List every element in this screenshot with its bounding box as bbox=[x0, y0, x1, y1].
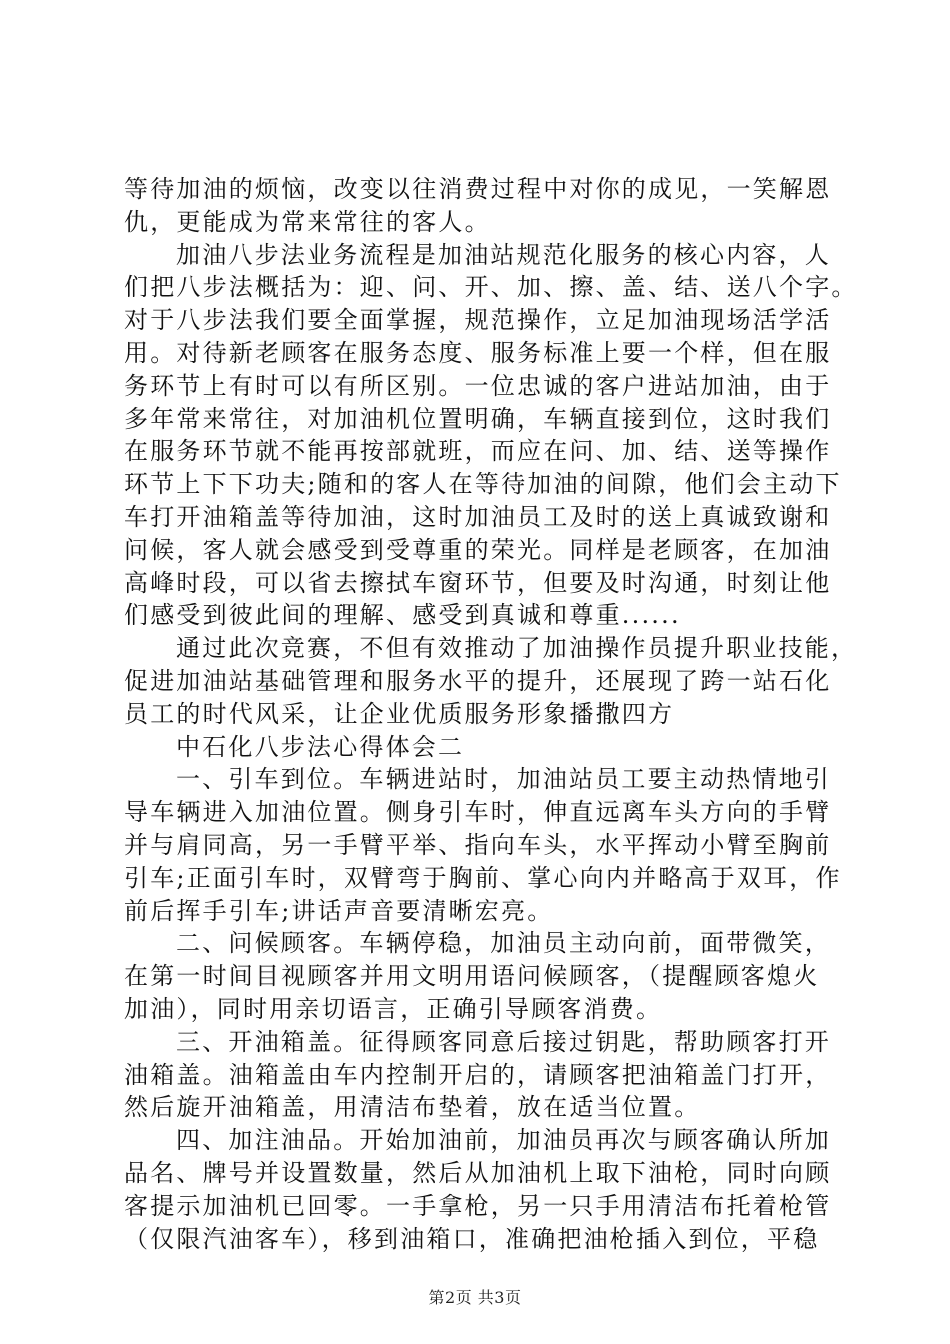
text-line: 用。对待新老顾客在服务态度、服务标准上要一个样，但在服 bbox=[124, 338, 832, 367]
text-line: 问候，客人就会感受到受尊重的荣光。同样是老顾客，在加油 bbox=[124, 535, 832, 564]
text-line: 加油八步法业务流程是加油站规范化服务的核心内容，人 bbox=[176, 240, 831, 269]
text-line: 对于八步法我们要全面掌握，规范操作，立足加油现场活学活 bbox=[124, 306, 832, 335]
text-line: 们把八步法概括为：迎、问、开、加、擦、盖、结、送八个字。 bbox=[124, 273, 858, 302]
text-line: 高峰时段，可以省去擦拭车窗环节，但要及时沟通，时刻让他 bbox=[124, 568, 832, 597]
text-line: 们感受到彼此间的理解、感受到真诚和尊重...... bbox=[124, 601, 681, 630]
text-line: 一、引车到位。车辆进站时，加油站员工要主动热情地引 bbox=[176, 765, 831, 794]
text-line: 三、开油箱盖。征得顾客同意后接过钥匙，帮助顾客打开 bbox=[176, 1027, 831, 1056]
text-line: 等待加油的烦恼，改变以往消费过程中对你的成见，一笑解恩 bbox=[124, 175, 832, 203]
text-line: 并与肩同高，另一手臂平举、指向车头，水平挥动小臂至胸前 bbox=[124, 830, 832, 859]
text-line: 导车辆进入加油位置。侧身引车时，伸直远离车头方向的手臂 bbox=[124, 798, 832, 827]
page-footer: 第2页 共3页 bbox=[428, 1288, 522, 1307]
text-line: 务环节上有时可以有所区别。一位忠诚的客户进站加油，由于 bbox=[124, 371, 832, 400]
text-line: 通过此次竞赛，不但有效推动了加油操作员提升职业技能， bbox=[176, 634, 858, 663]
text-line: 客提示加油机已回零。一手拿枪，另一只手用清洁布托着枪管 bbox=[124, 1191, 832, 1220]
text-line: （仅限汽油客车），移到油箱口，准确把油枪插入到位，平稳 bbox=[124, 1224, 820, 1253]
text-line: 品名、牌号并设置数量，然后从加油机上取下油枪，同时向顾 bbox=[124, 1158, 832, 1187]
text-line: 加油），同时用亲切语言，正确引导顾客消费。 bbox=[124, 994, 663, 1023]
text-line: 在第一时间目视顾客并用文明用语问候顾客，（提醒顾客熄火 bbox=[124, 962, 820, 991]
text-line: 二、问候顾客。车辆停稳，加油员主动向前，面带微笑， bbox=[176, 929, 831, 958]
text-line: 环节上下下功夫;随和的客人在等待加油的间隙，他们会主动下 bbox=[124, 470, 842, 499]
text-line: 中石化八步法心得体会二 bbox=[176, 732, 465, 761]
text-line: 仇，更能成为常来常往的客人。 bbox=[124, 207, 491, 236]
text-line: 引车;正面引车时，双臂弯于胸前、掌心向内并略高于双耳，作 bbox=[124, 863, 842, 892]
text-line: 多年常来常往，对加油机位置明确，车辆直接到位，这时我们 bbox=[124, 404, 832, 433]
body-text bbox=[124, 173, 858, 1255]
text-line: 四、加注油品。开始加油前，加油员再次与顾客确认所加 bbox=[176, 1126, 831, 1155]
text-line: 促进加油站基础管理和服务水平的提升，还展现了跨一站石化 bbox=[124, 666, 832, 695]
text-line: 在服务环节就不能再按部就班，而应在问、加、结、送等操作 bbox=[124, 437, 832, 466]
text-line: 然后旋开油箱盖，用清洁布垫着，放在适当位置。 bbox=[124, 1093, 701, 1122]
text-line: 前后挥手引车;讲话声音要清晰宏亮。 bbox=[124, 896, 554, 925]
text-line: 油箱盖。油箱盖由车内控制开启的，请顾客把油箱盖门打开， bbox=[124, 1060, 832, 1089]
text-line: 车打开油箱盖等待加油，这时加油员工及时的送上真诚致谢和 bbox=[124, 502, 832, 531]
text-line: 员工的时代风采，让企业优质服务形象播撒四方 bbox=[124, 699, 675, 728]
